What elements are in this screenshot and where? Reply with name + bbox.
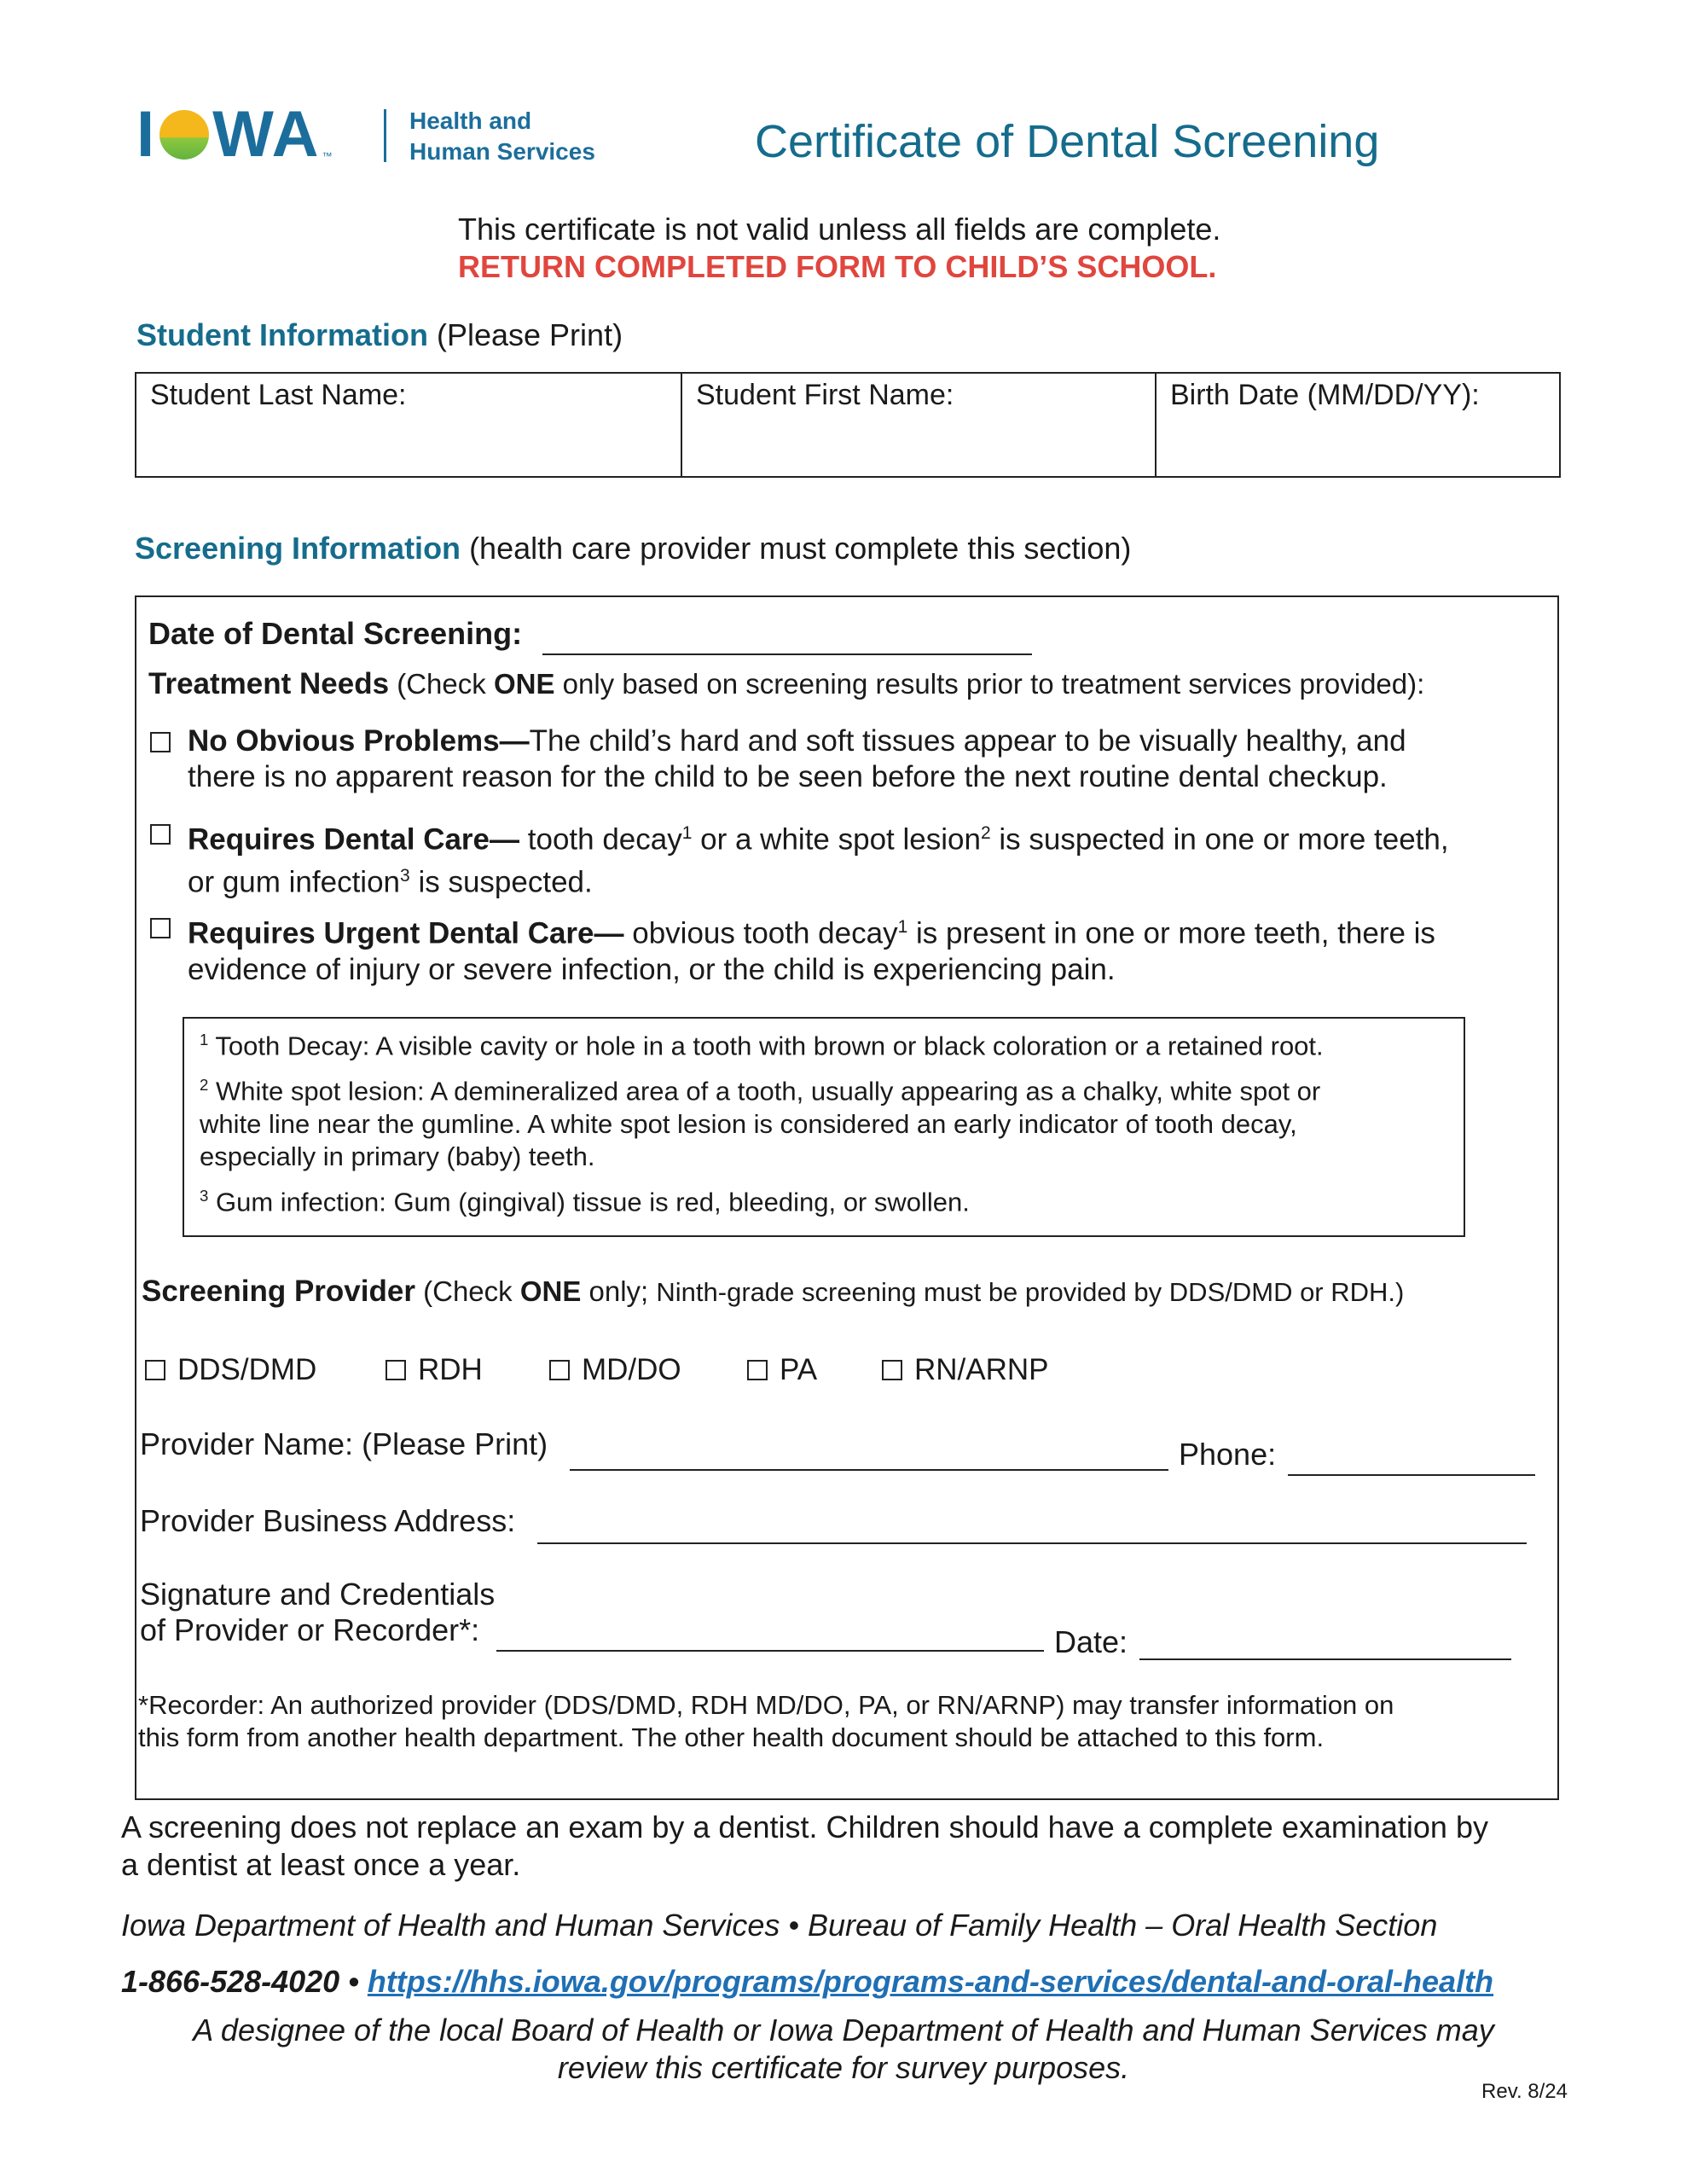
- screening-provider-heading: [142, 1275, 1404, 1309]
- screening-info-note: (health care provider must complete this section): [469, 531, 1132, 566]
- designee-note: [0, 2012, 1687, 2087]
- designee-line-1: A designee of the local Board of Health or Iowa Department of Health and Human Services may: [193, 2013, 1494, 2048]
- return-notice: RETURN COMPLETED FORM TO CHILD’S SCHOOL.: [458, 249, 1217, 284]
- checkbox-requires-urgent-dental-care[interactable]: [150, 918, 171, 938]
- treatment-note-post: only based on screening results prior to treatment services provided):: [562, 668, 1425, 700]
- agency-line-2: Human Services: [409, 138, 595, 165]
- agency-name: [409, 106, 595, 167]
- provider-type-label: RDH: [418, 1353, 483, 1386]
- checkbox-square-icon[interactable]: [549, 1360, 570, 1380]
- checkbox-square-icon[interactable]: [150, 918, 171, 938]
- page-title: Certificate of Dental Screening: [755, 116, 1380, 167]
- provider-option-md-do[interactable]: [549, 1353, 681, 1387]
- option-no-obvious-problems: [188, 723, 1406, 795]
- agency-line-1: Health and: [409, 107, 532, 134]
- provider-note-mid: only;: [588, 1275, 649, 1307]
- iowa-hhs-logo: [136, 98, 333, 171]
- footnote-3: [200, 1180, 1448, 1218]
- signature-label-line-2: of Provider or Recorder*:: [140, 1612, 480, 1647]
- trademark-mark: ™: [322, 150, 333, 162]
- provider-option-dds-dmd[interactable]: [145, 1353, 316, 1387]
- department-line: Iowa Department of Health and Human Services • Bureau of Family Health – Oral Health Section: [121, 1908, 1438, 1943]
- signature-input[interactable]: [496, 1650, 1044, 1652]
- program-website-link[interactable]: https://hhs.iowa.gov/programs/programs-and-services/dental-and-oral-health: [367, 1964, 1494, 1999]
- footnote-3-text: Gum infection: Gum (gingival) tissue is red, bleeding, or swollen.: [215, 1186, 970, 1217]
- footnote-2-line-1: White spot lesion: A demineralized area of a tooth, usually appearing as a chalky, white spot or: [215, 1076, 1321, 1107]
- student-info-note: (Please Print): [436, 317, 623, 352]
- logo-letter-i: I: [136, 98, 157, 171]
- option-2-text-e: is suspected.: [409, 865, 593, 899]
- option-2-text-c: is suspected in one or more teeth,: [990, 822, 1449, 857]
- checkbox-requires-dental-care[interactable]: [150, 824, 171, 845]
- option-1-title: No Obvious Problems—: [188, 724, 530, 758]
- validity-notice: This certificate is not valid unless all fields are complete.: [458, 212, 1221, 247]
- provider-note-pre: (Check: [423, 1275, 513, 1307]
- signature-date-input[interactable]: [1139, 1658, 1511, 1660]
- student-info-title: Student Information: [136, 317, 428, 352]
- birth-date-label: Birth Date (MM/DD/YY):: [1170, 379, 1480, 411]
- student-last-name-label: Student Last Name:: [150, 379, 407, 411]
- option-2-text-d: or gum infection: [188, 865, 401, 899]
- contact-line: [121, 1964, 1493, 2000]
- footnote-ref-1: 1: [681, 823, 693, 843]
- screening-date-label: Date of Dental Screening:: [148, 616, 523, 651]
- option-3-text-b: is present in one or more teeth, there is: [907, 916, 1435, 950]
- recorder-note-line-1: *Recorder: An authorized provider (DDS/DMD, RDH MD/DO, PA, or RN/ARNP) may transfer information on: [138, 1690, 1394, 1720]
- footnotes-box: [183, 1017, 1465, 1237]
- logo-letters-wa: WA: [212, 98, 321, 171]
- checkbox-square-icon[interactable]: [747, 1360, 768, 1380]
- student-info-table: [135, 372, 1561, 478]
- logo-divider: [384, 109, 386, 162]
- option-3-text-a: obvious tooth decay: [623, 916, 898, 950]
- sun-icon: [159, 110, 209, 160]
- treatment-note-pre: (Check: [397, 668, 486, 700]
- footnote-1-number: 1: [200, 1031, 209, 1048]
- birth-date-field[interactable]: [1157, 374, 1559, 476]
- treatment-needs-heading: [148, 667, 1424, 701]
- provider-name-input[interactable]: [570, 1469, 1168, 1471]
- footnote-1: [200, 1024, 1448, 1062]
- student-last-name-field[interactable]: [136, 374, 682, 476]
- option-1-line-2: there is no apparent reason for the child to be seen before the next routine dental checkup.: [188, 760, 1388, 793]
- checkbox-square-icon[interactable]: [150, 824, 171, 845]
- provider-address-input[interactable]: [537, 1542, 1527, 1544]
- option-2-title: Requires Dental Care—: [188, 822, 520, 857]
- option-2-text-b: or a white spot lesion: [692, 822, 981, 857]
- footnote-ref-2: 2: [980, 823, 991, 843]
- provider-option-rdh[interactable]: [386, 1353, 483, 1387]
- provider-note-post: Ninth-grade screening must be provided by DDS/DMD or RDH.): [656, 1277, 1405, 1307]
- footnote-2-line-2: white line near the gumline. A white spot lesion is considered an early indicator of tooth decay,: [200, 1108, 1297, 1139]
- footnote-3-number: 3: [200, 1186, 209, 1205]
- recorder-note: [138, 1689, 1394, 1754]
- disclaimer-line-1: A screening does not replace an exam by a dentist. Children should have a complete examination by: [121, 1809, 1488, 1844]
- footnote-ref-3: 3: [400, 865, 410, 886]
- provider-note-one: ONE: [519, 1275, 582, 1307]
- checkbox-square-icon[interactable]: [145, 1360, 165, 1380]
- treatment-needs-title: Treatment Needs: [148, 667, 390, 700]
- provider-address-label: Provider Business Address:: [140, 1503, 516, 1538]
- screening-info-title: Screening Information: [135, 531, 461, 566]
- option-2-text-a: tooth decay: [519, 822, 682, 857]
- student-first-name-label: Student First Name:: [696, 379, 954, 411]
- option-3-line-2: evidence of injury or severe infection, or the child is experiencing pain.: [188, 952, 1116, 986]
- signature-date-label: Date:: [1054, 1624, 1128, 1659]
- checkbox-no-obvious-problems[interactable]: [150, 732, 171, 752]
- screening-info-heading: [135, 531, 1131, 566]
- option-requires-dental-care: [188, 816, 1449, 900]
- option-1-line-1: The child’s hard and soft tissues appear to be visually healthy, and: [529, 724, 1406, 758]
- provider-type-label: RN/ARNP: [914, 1353, 1049, 1386]
- designee-line-2: review this certificate for survey purposes.: [557, 2050, 1130, 2085]
- exam-disclaimer: [121, 1809, 1488, 1884]
- footnote-2-number: 2: [200, 1076, 209, 1095]
- option-requires-urgent-dental-care: [188, 909, 1435, 988]
- phone-input[interactable]: [1288, 1474, 1535, 1476]
- student-info-heading: [136, 317, 623, 353]
- screening-date-input[interactable]: [542, 653, 1032, 655]
- disclaimer-line-2: a dentist at least once a year.: [121, 1847, 521, 1882]
- treatment-note-one: ONE: [493, 668, 555, 700]
- footnote-1-text: Tooth Decay: A visible cavity or hole in a tooth with brown or black coloration or a retained root.: [215, 1031, 1324, 1061]
- footnote-2: [200, 1069, 1448, 1172]
- footnote-2-line-3: especially in primary (baby) teeth.: [200, 1141, 595, 1171]
- phone-label: Phone:: [1179, 1437, 1277, 1472]
- provider-option-pa[interactable]: [747, 1353, 817, 1387]
- checkbox-square-icon[interactable]: [150, 732, 171, 752]
- signature-label: [140, 1577, 495, 1648]
- provider-type-label: PA: [780, 1353, 818, 1386]
- screening-provider-title: Screening Provider: [142, 1275, 415, 1308]
- provider-option-rn-arnp[interactable]: [882, 1353, 1049, 1387]
- contact-phone: 1-866-528-4020 •: [121, 1964, 359, 1999]
- provider-type-label: DDS/DMD: [177, 1353, 317, 1386]
- student-first-name-field[interactable]: [682, 374, 1157, 476]
- recorder-note-line-2: this form from another health department. The other health document should be attached to this form.: [138, 1722, 1325, 1752]
- provider-type-label: MD/DO: [582, 1353, 681, 1386]
- provider-name-label: Provider Name: (Please Print): [140, 1426, 548, 1461]
- option-3-title: Requires Urgent Dental Care—: [188, 916, 624, 950]
- signature-label-line-1: Signature and Credentials: [140, 1577, 496, 1612]
- checkbox-square-icon[interactable]: [386, 1360, 406, 1380]
- checkbox-square-icon[interactable]: [882, 1360, 902, 1380]
- footnote-ref-1b: 1: [897, 917, 908, 937]
- revision-label: Rev. 8/24: [1481, 2080, 1568, 2103]
